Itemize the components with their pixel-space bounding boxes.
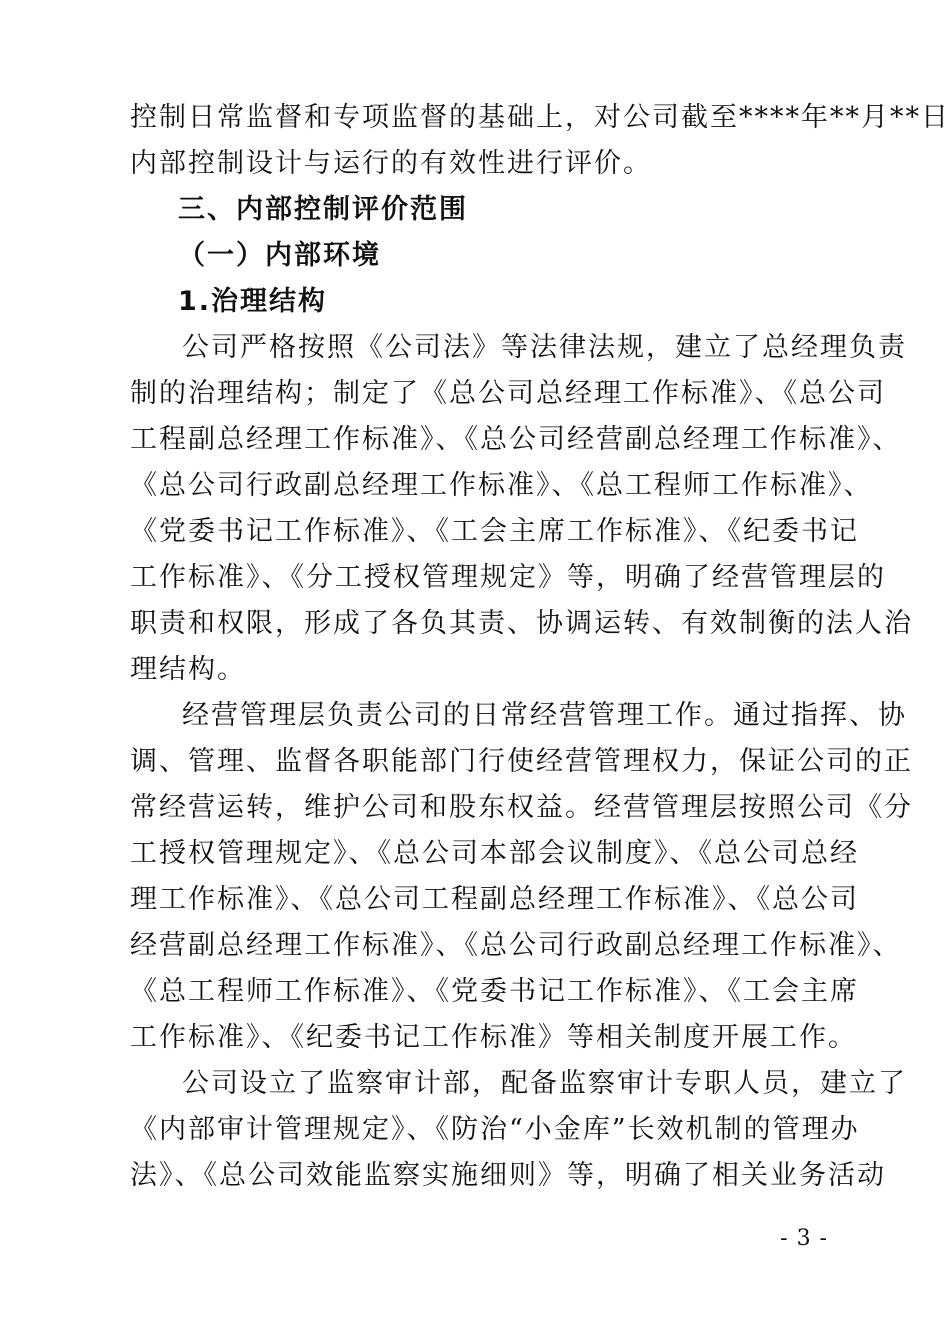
text-line: 《总工程师工作标准》、《党委书记工作标准》、《工会主席 [130, 976, 859, 1007]
text-line: 《党委书记工作标准》、《工会主席工作标准》、《纪委书记 [130, 516, 859, 547]
text-line: 理结构。 [130, 654, 246, 685]
text-line: 内部控制设计与运行的有效性进行评价。 [130, 148, 652, 179]
subsection-heading: （一）内部环境 [178, 240, 381, 271]
paragraph-audit [130, 1061, 907, 1199]
text-line: 控制日常监督和专项监督的基础上，对公司截至****年**月**日 [130, 102, 950, 133]
text-line: 《内部审计管理规定》、《防治“小金库”长效机制的管理办 [130, 1114, 860, 1145]
paragraph-management [130, 693, 913, 1061]
text-line: 经营管理层负责公司的日常经营管理工作。通过指挥、协 [182, 700, 907, 731]
text-line: 调、管理、监督各职能部门行使经营管理权力，保证公司的正 [130, 746, 913, 777]
page-number: - 3 - [780, 1226, 828, 1251]
section-heading: 三、内部控制评价范围 [178, 194, 468, 225]
text-line: 理工作标准》、《总公司工程副总经理工作标准》、《总公司 [130, 884, 859, 915]
document-page [130, 95, 950, 1199]
text-line: 制的治理结构；制定了《总公司总经理工作标准》、《总公司 [130, 378, 886, 409]
text-line: 公司设立了监察审计部，配备监察审计专职人员，建立了 [182, 1068, 907, 1099]
text-line: 法》、《总公司效能监察实施细则》等，明确了相关业务活动 [130, 1160, 886, 1191]
text-line: 工作标准》、《分工授权管理规定》等，明确了经营管理层的 [130, 562, 886, 593]
text-line: 公司严格按照《公司法》等法律法规，建立了总经理负责 [182, 332, 907, 363]
paragraph-governance [130, 325, 913, 693]
text-line: 经营副总经理工作标准》、《总公司行政副总经理工作标准》、 [130, 930, 902, 961]
paragraph-continuation [130, 95, 950, 187]
text-line: 工授权管理规定》、《总公司本部会议制度》、《总公司总经 [130, 838, 859, 869]
text-line: 工作标准》、《纪委书记工作标准》等相关制度开展工作。 [130, 1022, 857, 1053]
text-line: 职责和权限，形成了各负其责、协调运转、有效制衡的法人治 [130, 608, 913, 639]
text-line: 《总公司行政副总经理工作标准》、《总工程师工作标准》、 [130, 470, 873, 501]
text-line: 工程副总经理工作标准》、《总公司经营副总经理工作标准》、 [130, 424, 902, 455]
text-line: 常经营运转，维护公司和股东权益。经营管理层按照公司《分 [130, 792, 913, 823]
subsubsection-heading: 1.治理结构 [178, 286, 328, 317]
